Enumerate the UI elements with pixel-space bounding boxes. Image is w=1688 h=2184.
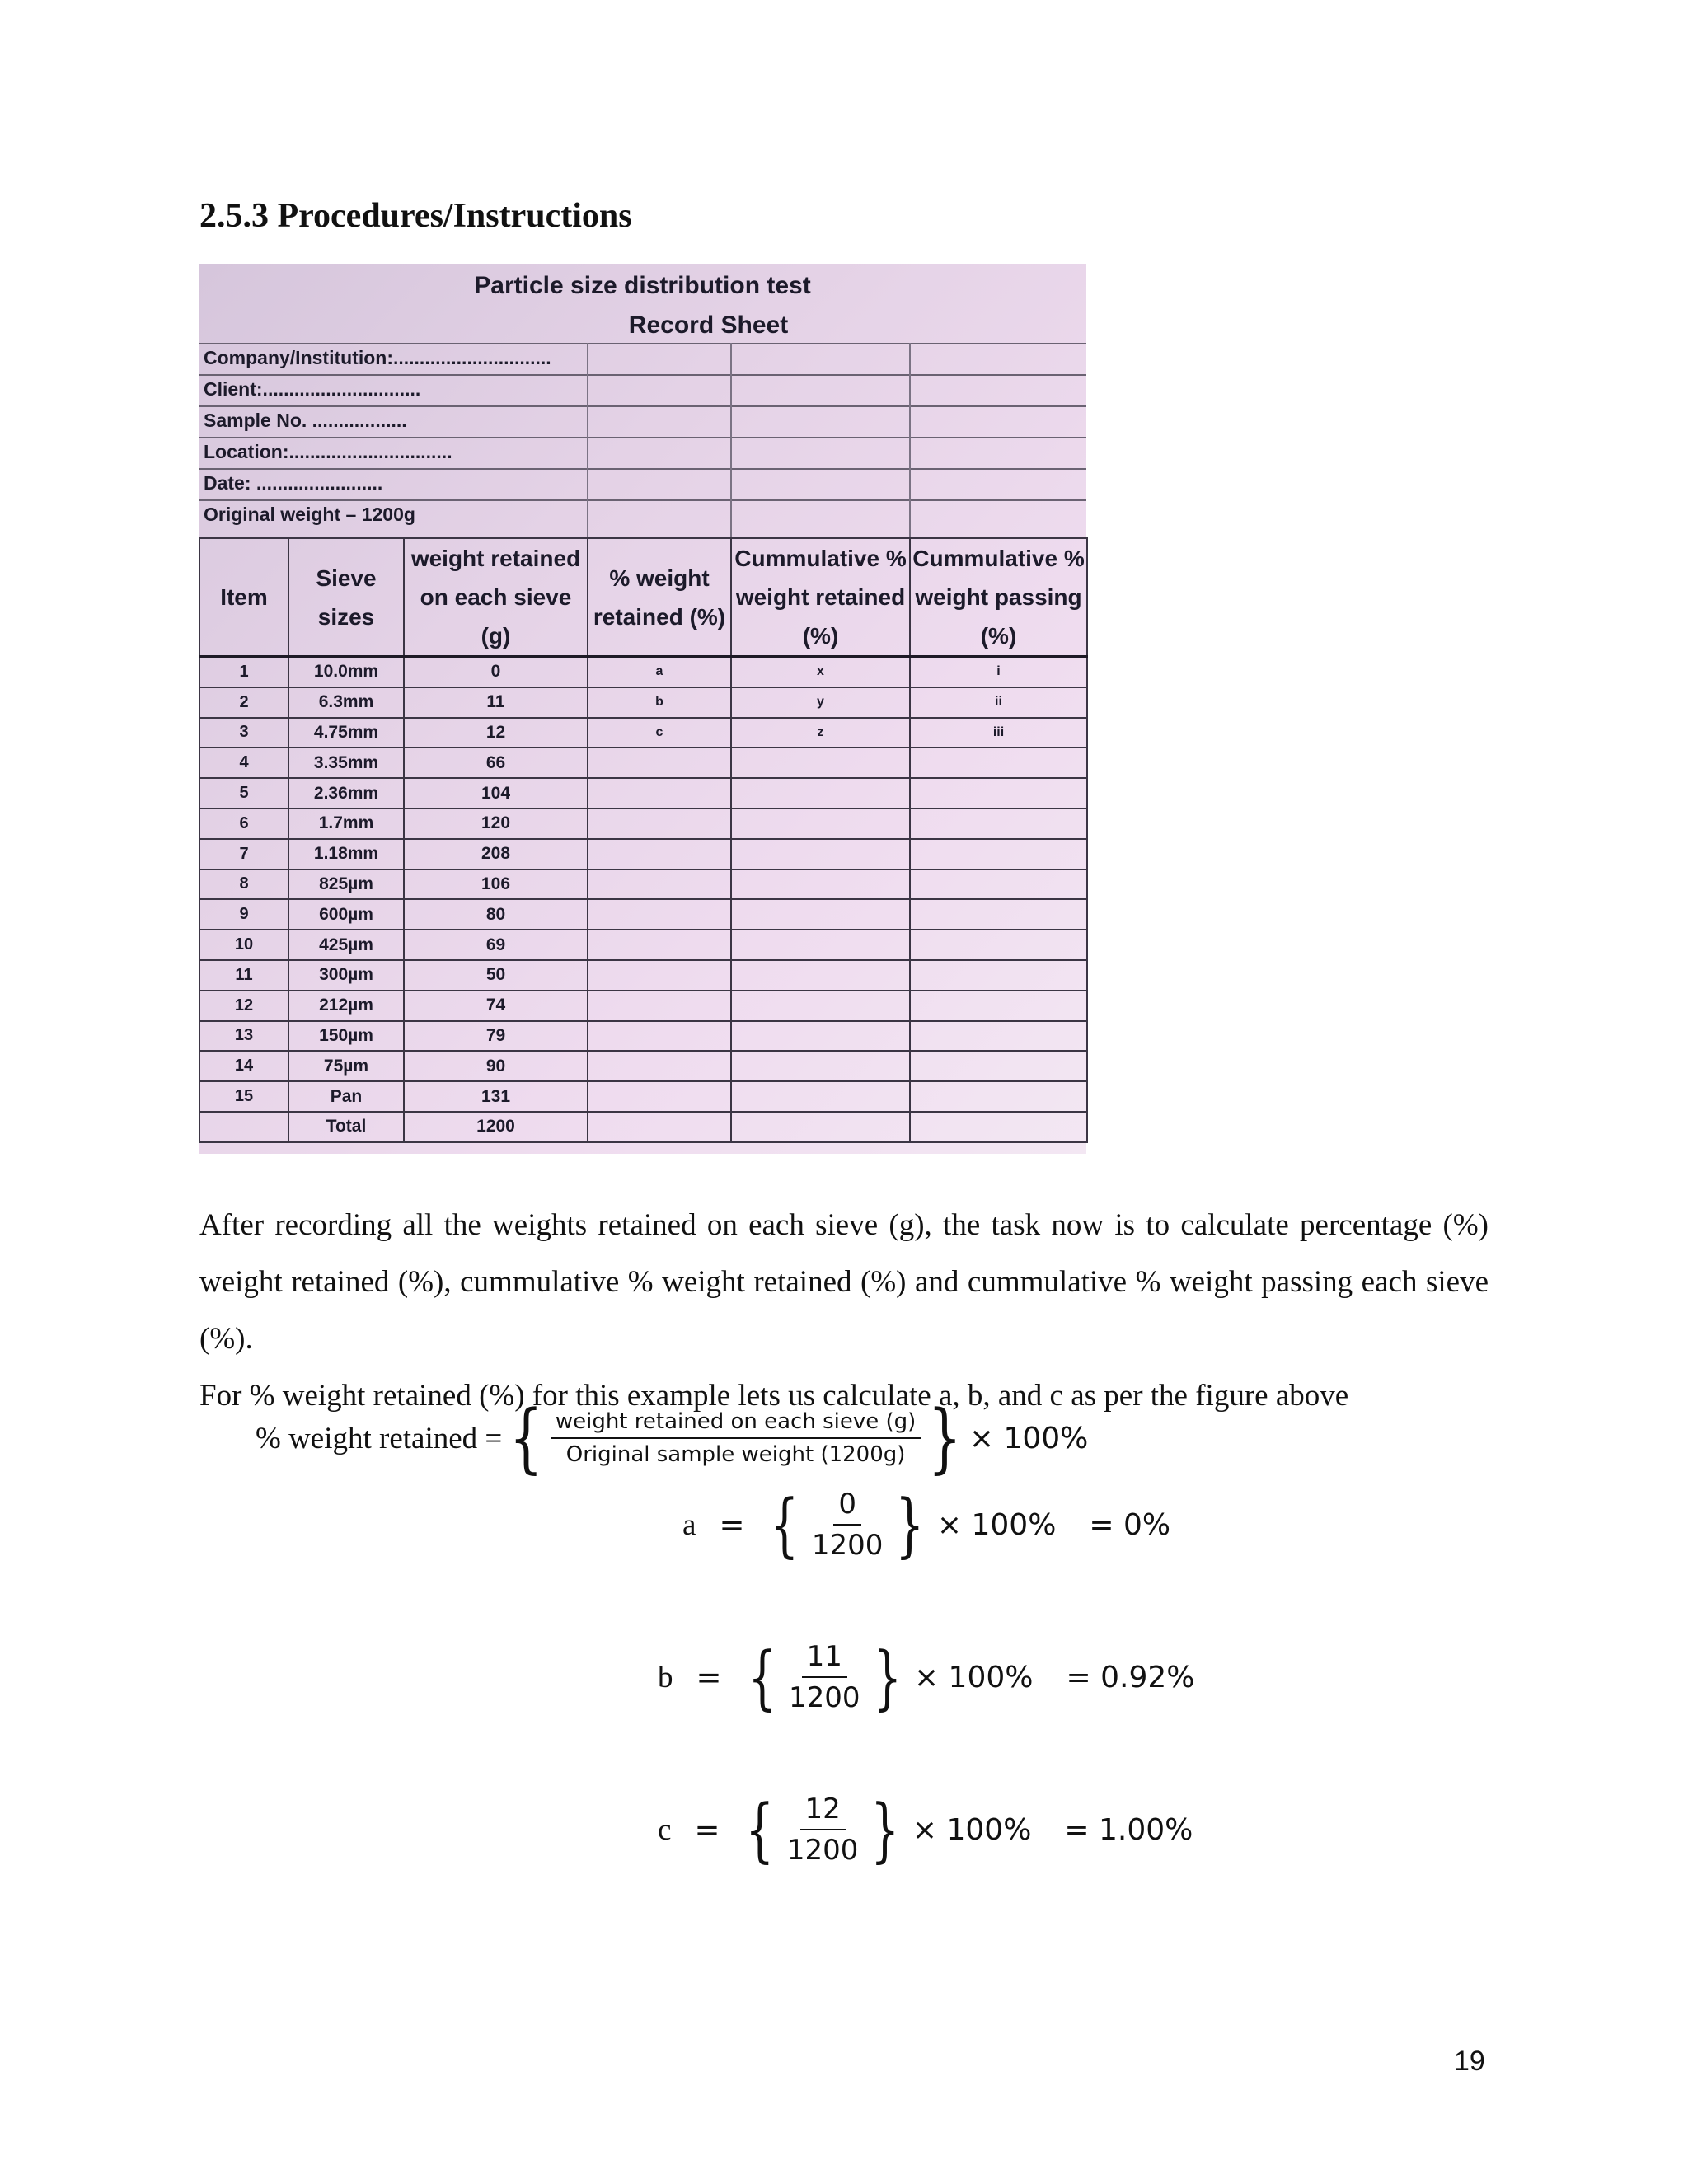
table-row [199, 839, 1087, 869]
cell-item: 9 [199, 899, 288, 930]
cell-cum-ret [731, 960, 910, 991]
cell-pct [588, 748, 731, 778]
equation-denominator: 1200 [788, 1681, 860, 1714]
cell-pct [588, 808, 731, 839]
cell-item: 8 [199, 869, 288, 900]
equation-times: × 100% [912, 1812, 1032, 1847]
cell-cum-ret [731, 748, 910, 778]
cell-item: 5 [199, 778, 288, 808]
left-brace: { [747, 1637, 776, 1718]
equation-numerator: 12 [800, 1793, 846, 1830]
cell-weight: 11 [404, 687, 588, 718]
meta-original-weight: Original weight – 1200g [204, 504, 415, 525]
meta-line [199, 374, 1086, 407]
cell-cum-pass [910, 930, 1087, 960]
cell-cum-ret [731, 869, 910, 900]
table-row [199, 778, 1087, 808]
cell-cum-pass: i [910, 657, 1087, 687]
cell-item: 14 [199, 1051, 288, 1081]
equation-numerator: 11 [802, 1640, 847, 1678]
paragraph-example-intro: For % weight retained (%) for this example lets us calculate a, b, and c as per the figure above [199, 1379, 1349, 1413]
meta-line [199, 437, 1086, 470]
cell-sieve: 75µm [288, 1051, 404, 1081]
table-row [199, 1081, 1087, 1112]
formula-numerator: weight retained on each sieve (g) [551, 1409, 921, 1439]
sieve-record-table [199, 537, 1088, 1143]
cell-weight: 120 [404, 808, 588, 839]
cell-weight: 1200 [404, 1112, 588, 1142]
meta-line [199, 343, 1086, 376]
cell-item: 1 [199, 657, 288, 687]
cell-cum-pass [910, 960, 1087, 991]
cell-cum-pass [910, 839, 1087, 869]
cell-weight: 69 [404, 930, 588, 960]
cell-cum-ret [731, 899, 910, 930]
meta-line [199, 405, 1086, 438]
cell-cum-pass [910, 991, 1087, 1021]
cell-cum-pass [910, 899, 1087, 930]
equals-sign: = [696, 1659, 722, 1695]
cell-sieve: 3.35mm [288, 748, 404, 778]
cell-sieve: Pan [288, 1081, 404, 1112]
cell-pct [588, 839, 731, 869]
meta-location: Location:............................... [204, 441, 452, 462]
cell-sieve: 4.75mm [288, 718, 404, 748]
record-sheet-title: Particle size distribution test [474, 272, 811, 299]
col-header-sieve-sizes: Sieve sizes [288, 538, 404, 657]
meta-divider [909, 343, 911, 544]
right-brace: } [928, 1394, 963, 1482]
table-row [199, 899, 1087, 930]
equation-denominator: 1200 [811, 1529, 884, 1562]
cell-weight: 66 [404, 748, 588, 778]
cell-sieve: 2.36mm [288, 778, 404, 808]
cell-cum-pass [910, 1081, 1087, 1112]
section-heading: 2.5.3 Procedures/Instructions [199, 197, 632, 235]
col-header-pct-retained: % weight retained (%) [588, 538, 731, 657]
cell-cum-pass: ii [910, 687, 1087, 718]
paragraph-calculation-task: After recording all the weights retained on each sieve (g), the task now is to calculate percentage (%) weight retained (%), cummulative % weight retained (%) and cummulative % weight passing each sieve (%). [199, 1208, 1489, 1356]
cell-sieve: 300µm [288, 960, 404, 991]
cell-cum-ret [731, 808, 910, 839]
cell-sieve: 212µm [288, 991, 404, 1021]
table-row [199, 718, 1087, 748]
cell-weight: 131 [404, 1081, 588, 1112]
left-brace: { [509, 1394, 544, 1482]
equation-result: = 0.92% [1066, 1660, 1195, 1694]
equation-result: = 0% [1089, 1507, 1171, 1542]
formula-pct-weight-retained [256, 1394, 1089, 1482]
meta-divider [587, 343, 588, 544]
meta-sample-no: Sample No. .................. [204, 410, 407, 431]
equation-fraction [784, 1640, 865, 1714]
cell-cum-pass [910, 748, 1087, 778]
equals-sign: = [719, 1507, 745, 1543]
equation-fraction [782, 1793, 864, 1867]
equation-result: = 1.00% [1064, 1812, 1193, 1847]
table-row [199, 960, 1087, 991]
cell-sieve: 1.18mm [288, 839, 404, 869]
record-sheet-photo [199, 264, 1086, 1154]
cell-pct [588, 960, 731, 991]
right-brace: } [872, 1637, 902, 1718]
cell-pct [588, 991, 731, 1021]
left-brace: { [745, 1789, 775, 1870]
cell-cum-ret: y [731, 687, 910, 718]
cell-sieve: 1.7mm [288, 808, 404, 839]
cell-item: 2 [199, 687, 288, 718]
meta-client: Client:.............................. [204, 378, 421, 400]
cell-item: 13 [199, 1021, 288, 1052]
cell-weight: 12 [404, 718, 588, 748]
col-header-weight-retained: weight retained on each sieve (g) [404, 538, 588, 657]
cell-weight: 104 [404, 778, 588, 808]
cell-weight: 208 [404, 839, 588, 869]
cell-pct: a [588, 657, 731, 687]
cell-cum-pass: iii [910, 718, 1087, 748]
cell-item: 15 [199, 1081, 288, 1112]
cell-weight: 80 [404, 899, 588, 930]
col-header-cum-retained: Cummulative % weight retained (%) [731, 538, 910, 657]
cell-cum-ret [731, 1051, 910, 1081]
cell-cum-pass [910, 808, 1087, 839]
formula-lhs: % weight retained = [256, 1421, 503, 1455]
cell-weight: 50 [404, 960, 588, 991]
cell-cum-ret: x [731, 657, 910, 687]
cell-weight: 106 [404, 869, 588, 900]
cell-item: 6 [199, 808, 288, 839]
cell-pct: b [588, 687, 731, 718]
equals-sign: = [694, 1811, 720, 1848]
equation-times: × 100% [936, 1507, 1057, 1542]
cell-item: 3 [199, 718, 288, 748]
table-row [199, 1112, 1087, 1142]
equation-variable: a [682, 1507, 696, 1542]
cell-pct [588, 1021, 731, 1052]
equation-c [658, 1780, 1193, 1879]
page-number: 19 [1454, 2046, 1485, 2077]
equation-variable: c [658, 1812, 672, 1847]
table-row [199, 1051, 1087, 1081]
cell-weight: 79 [404, 1021, 588, 1052]
cell-cum-ret [731, 1112, 910, 1142]
cell-pct: c [588, 718, 731, 748]
equation-b [658, 1628, 1194, 1727]
cell-item: 4 [199, 748, 288, 778]
cell-pct [588, 1112, 731, 1142]
cell-item: 10 [199, 930, 288, 960]
cell-cum-ret [731, 991, 910, 1021]
equation-a [682, 1475, 1170, 1574]
left-brace: { [770, 1484, 799, 1565]
cell-pct [588, 1081, 731, 1112]
cell-sieve: 825µm [288, 869, 404, 900]
col-header-cum-passing: Cummulative % weight passing (%) [910, 538, 1087, 657]
table-row [199, 748, 1087, 778]
cell-cum-pass [910, 778, 1087, 808]
table-row [199, 808, 1087, 839]
cell-cum-ret [731, 778, 910, 808]
cell-sieve: Total [288, 1112, 404, 1142]
record-sheet-subtitle: Record Sheet [628, 312, 789, 339]
meta-line [199, 468, 1086, 501]
right-brace: } [870, 1789, 900, 1870]
meta-company: Company/Institution:.............................. [204, 347, 551, 368]
cell-cum-ret [731, 839, 910, 869]
cell-item: 7 [199, 839, 288, 869]
formula-times: × 100% [968, 1421, 1089, 1455]
cell-cum-ret [731, 930, 910, 960]
record-sheet-meta [199, 343, 1086, 541]
cell-pct [588, 930, 731, 960]
equation-variable: b [658, 1660, 673, 1694]
cell-pct [588, 778, 731, 808]
cell-cum-pass [910, 1021, 1087, 1052]
table-row [199, 687, 1087, 718]
cell-item: 12 [199, 991, 288, 1021]
table-row [199, 930, 1087, 960]
cell-cum-ret [731, 1021, 910, 1052]
cell-pct [588, 899, 731, 930]
equation-fraction [807, 1488, 889, 1562]
right-brace: } [895, 1484, 925, 1565]
cell-cum-pass [910, 1051, 1087, 1081]
cell-pct [588, 1051, 731, 1081]
meta-date: Date: ........................ [204, 472, 383, 494]
cell-cum-pass [910, 1112, 1087, 1142]
cell-cum-ret: z [731, 718, 910, 748]
equation-numerator: 0 [833, 1488, 861, 1526]
formula-denominator: Original sample weight (1200g) [565, 1442, 906, 1467]
table-header-row [199, 538, 1087, 657]
cell-sieve: 600µm [288, 899, 404, 930]
meta-line [199, 499, 1086, 532]
cell-sieve: 425µm [288, 930, 404, 960]
cell-sieve: 150µm [288, 1021, 404, 1052]
cell-item: 11 [199, 960, 288, 991]
table-row [199, 1021, 1087, 1052]
cell-pct [588, 869, 731, 900]
equation-times: × 100% [913, 1660, 1034, 1694]
cell-sieve: 10.0mm [288, 657, 404, 687]
cell-weight: 90 [404, 1051, 588, 1081]
cell-cum-pass [910, 869, 1087, 900]
table-row [199, 657, 1087, 687]
cell-item [199, 1112, 288, 1142]
table-row [199, 991, 1087, 1021]
cell-weight: 74 [404, 991, 588, 1021]
col-header-item: Item [199, 538, 288, 657]
cell-cum-ret [731, 1081, 910, 1112]
table-row [199, 869, 1087, 900]
cell-sieve: 6.3mm [288, 687, 404, 718]
equation-denominator: 1200 [786, 1834, 859, 1867]
formula-fraction [551, 1409, 921, 1467]
cell-weight: 0 [404, 657, 588, 687]
meta-divider [730, 343, 732, 544]
